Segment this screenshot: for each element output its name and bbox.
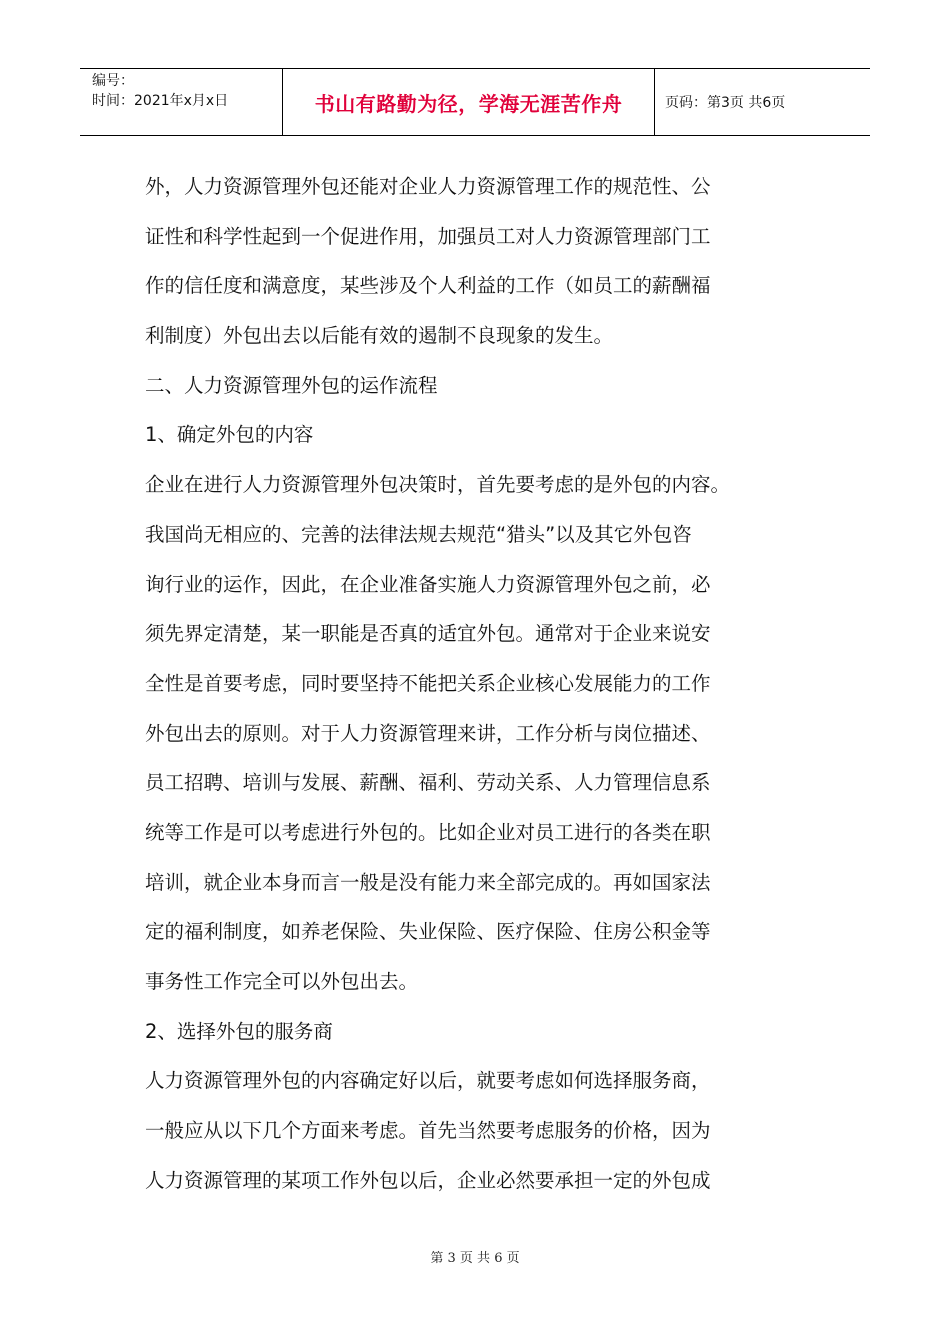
page-footer: 第 3 页 共 6 页 <box>430 1251 520 1266</box>
body-line: 定的福利制度，如养老保险、失业保险、医疗保险、住房公积金等 <box>145 920 711 944</box>
body-line: 事务性工作完全可以外包出去。 <box>145 970 419 993</box>
body-line: 员工招聘、培训与发展、薪酬、福利、劳动关系、人力管理信息系 <box>145 771 711 795</box>
body-line: 培训，就企业本身而言一般是没有能力来全部完成的。再如国家法 <box>145 870 711 894</box>
date-label: 时间：2021年x月x日 <box>92 93 229 109</box>
body-line: 利制度）外包出去以后能有效的遏制不良现象的发生。 <box>145 324 614 348</box>
body-line: 企业在进行人力资源管理外包决策时，首先要考虑的是外包的内容。 <box>145 473 731 497</box>
body-line: 一般应从以下几个方面来考虑。首先当然要考虑服务的价格，因为 <box>145 1119 711 1143</box>
body-line: 人力资源管理外包的内容确定好以后，就要考虑如何选择服务商， <box>145 1069 711 1093</box>
serial-number-label: 编号： <box>92 73 134 89</box>
body-line: 作的信任度和满意度，某些涉及个人利益的工作（如员工的薪酬福 <box>145 274 711 298</box>
body-line: 人力资源管理的某项工作外包以后，企业必然要承担一定的外包成 <box>145 1168 711 1192</box>
header-page-info: 页码：第3页 共6页 <box>665 95 786 111</box>
body-line: 须先界定清楚，某一职能是否真的适宜外包。通常对于企业来说安 <box>145 622 711 646</box>
body-line: 统等工作是可以考虑进行外包的。比如企业对员工进行的各类在职 <box>145 820 711 844</box>
subsection-heading: 2、选择外包的服务商 <box>145 1019 333 1043</box>
body-line: 全性是首要考虑，同时要坚持不能把关系企业核心发展能力的工作 <box>145 671 711 695</box>
body-line: 询行业的运作，因此，在企业准备实施人力资源管理外包之前，必 <box>145 572 711 596</box>
document-body <box>145 162 805 1205</box>
subsection-heading: 1、确定外包的内容 <box>145 423 314 447</box>
header-meta <box>80 69 283 135</box>
header-motto: 书山有路勤为径，学海无涯苦作舟 <box>283 69 655 135</box>
section-heading: 二、人力资源管理外包的运作流程 <box>145 373 438 397</box>
body-line: 外，人力资源管理外包还能对企业人力资源管理工作的规范性、公 <box>145 175 711 198</box>
body-line: 证性和科学性起到一个促进作用，加强员工对人力资源管理部门工 <box>145 224 711 248</box>
body-line: 我国尚无相应的、完善的法律法规去规范“猎头”以及其它外包咨 <box>145 522 692 546</box>
body-line: 外包出去的原则。对于人力资源管理来讲，工作分析与岗位描述、 <box>145 721 711 745</box>
page-header <box>80 68 870 136</box>
